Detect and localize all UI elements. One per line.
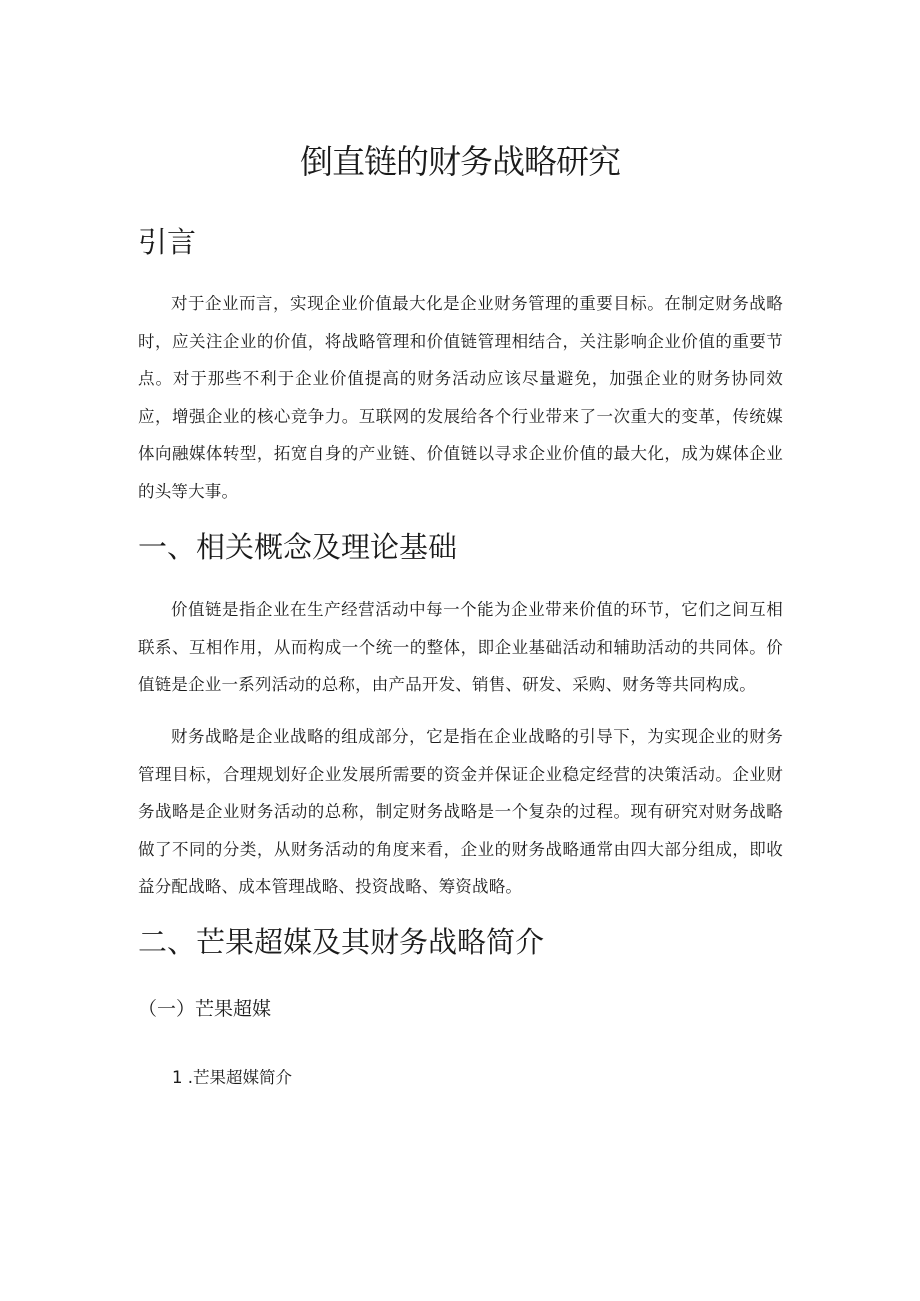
section1-paragraph-1: 价值链是指企业在生产经营活动中每一个能为企业带来价值的环节，它们之间互相联系、互相作用，从而构成一个统一的整体，即企业基础活动和辅助活动的共同体。价值链是企业一系列活动的总称，由产品开发、销售、研发、采购、财务等共同构成。 [138,600,783,694]
section1-heading: 一、相关概念及理论基础 [138,530,458,564]
subsection1-heading: （一）芒果超媒 [138,998,272,1020]
document-title: 倒直链的财务战略研究 [300,142,620,181]
subsubsection1-heading: 1 .芒果超媒简介 [172,1068,292,1087]
section2-heading: 二、芒果超媒及其财务战略简介 [138,925,545,959]
intro-paragraph: 对于企业而言，实现企业价值最大化是企业财务管理的重要目标。在制定财务战略时，应关注企业的价值，将战略管理和价值链管理相结合，关注影响企业价值的重要节点。对于那些不利于企业价值提高的财务活动应该尽量避免，加强企业的财务协同效应，增强企业的核心竞争力。互联网的发展给各个行业带来了一次重大的变革，传统媒体向融媒体转型，拓宽自身的产业链、价值链以寻求企业价值的最大化，成为媒体企业的头等大事。 [138,294,783,501]
section1-paragraph-2: 财务战略是企业战略的组成部分，它是指在企业战略的引导下，为实现企业的财务管理目标，合理规划好企业发展所需要的资金并保证企业稳定经营的决策活动。企业财务战略是企业财务活动的总称，制定财务战略是一个复杂的过程。现有研究对财务战略做了不同的分类，从财务活动的角度来看，企业的财务战略通常由四大部分组成，即收益分配战略、成本管理战略、投资战略、筹资战略。 [138,727,783,896]
intro-heading: 引言 [138,225,197,259]
